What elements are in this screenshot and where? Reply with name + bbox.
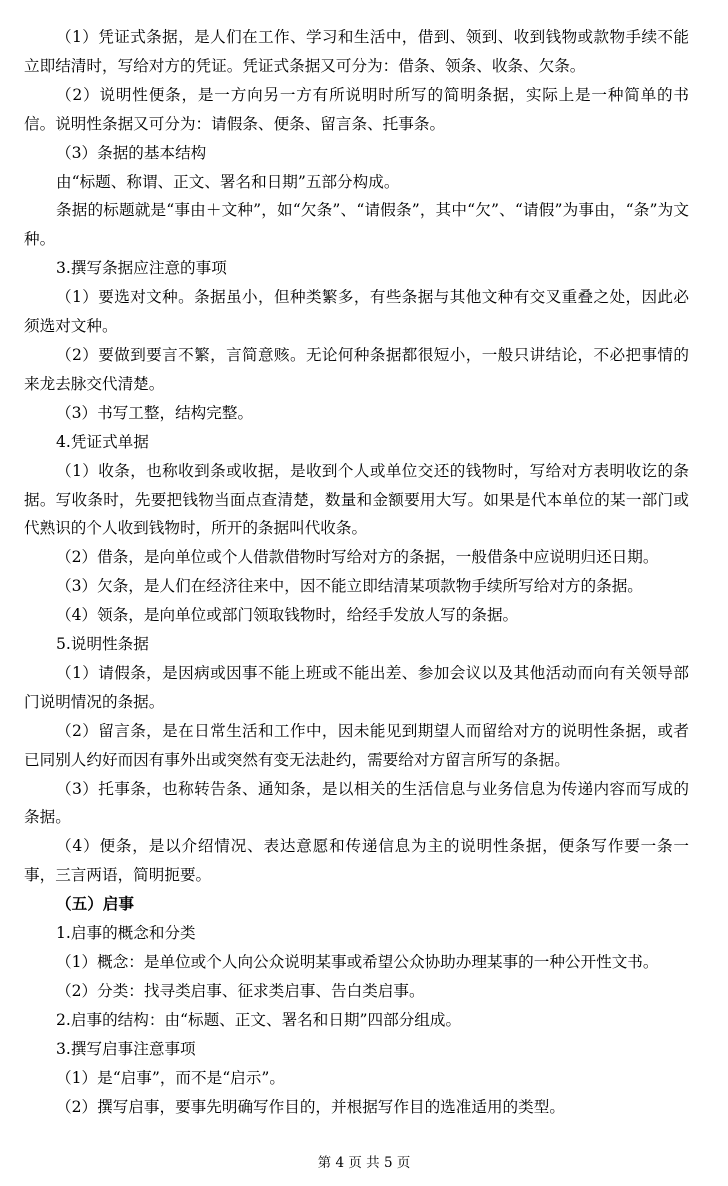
heading-note-precautions: 3.撰写条据应注意的事项 (56, 259, 227, 278)
footer-label-page: 第 (317, 1155, 332, 1171)
paragraph-basic-structure-heading: （3）条据的基本结构 (56, 143, 207, 162)
paragraph-iou-loan: （2）借条，是向单位或个人借款借物时写给对方的条据，一般借条中应说明归还日期。 (56, 548, 659, 567)
footer-total-pages: 5 (383, 1155, 393, 1171)
paragraph-notice-types: （2）分类：找寻类启事、征求类启事、告白类启事。 (56, 981, 425, 1000)
paragraph-choose-genre: （1）要选对文种。条据虽小，但种类繁多，有些条据与其他文种有交叉重叠之处，因此必须选对文种。 (24, 288, 689, 336)
heading-voucher-receipts: 4.凭证式单据 (56, 432, 149, 451)
paragraph-explanatory-note: （2）说明性便条，是一方向另一方有所说明时所写的简明条据，实际上是一种简单的书信。说明性条据又可分为：请假条、便条、留言条、托事条。 (24, 85, 689, 133)
heading-notice-concept: 1.启事的概念和分类 (56, 924, 196, 943)
paragraph-entrust-note: （3）托事条，也称转告条、通知条，是以相关的生活信息与业务信息为传递内容而写成的条据。 (24, 779, 689, 827)
paragraph-notice-spelling: （1）是“启事”，而不是“启示”。 (56, 1068, 285, 1087)
paragraph-basic-structure: 由“标题、称谓、正文、署名和日期”五部分构成。 (56, 172, 400, 191)
heading-notice-precautions: 3.撰写启事注意事项 (56, 1039, 196, 1058)
paragraph-concise: （2）要做到要言不繁，言简意赅。无论何种条据都很短小，一般只讲结论，不必把事情的来龙去脉交代清楚。 (24, 345, 689, 393)
paragraph-notice-purpose: （2）撰写启事，要事先明确写作目的，并根据写作目的选准适用的类型。 (56, 1097, 565, 1116)
paragraph-notice-concept: （1）概念：是单位或个人向公众说明某事或希望公众协助办理某事的一种公开性文书。 (56, 953, 659, 971)
paragraph-receipt: （1）收条，也称收到条或收据，是收到个人或单位交还的钱物时，写给对方表明收讫的条据。写收条时，先要把钱物当面点查清楚，数量和金额要用大写。如果是代本单位的某一部门或代熟识的个人收到钱物时，所开的条据叫代收条。 (24, 461, 689, 538)
paragraph-neat-writing: （3）书写工整，结构完整。 (56, 403, 254, 422)
paragraph-collection-note: （4）领条，是向单位或部门领取钱物时，给经手发放人写的条据。 (56, 606, 519, 625)
footer-label-end: 页 (396, 1155, 411, 1171)
paragraph-notice-structure: 2.启事的结构：由“标题、正文、署名和日期”四部分组成。 (56, 1010, 462, 1029)
page-footer (0, 1153, 728, 1173)
paragraph-memo: （4）便条，是以介绍情况、表达意愿和传递信息为主的说明性条据，便条写作要一条一事，三言两语，简明扼要。 (24, 837, 689, 885)
paragraph-voucher-note: （1）凭证式条据，是人们在工作、学习和生活中，借到、领到、收到钱物或款物手续不能立即结清时，写给对方的凭证。凭证式条据又可分为：借条、领条、收条、欠条。 (24, 28, 689, 75)
paragraph-leave-request: （1）请假条，是因病或因事不能上班或不能出差、参加会议以及其他活动而向有关领导部门说明情况的条据。 (24, 663, 689, 711)
footer-label-mid: 页 共 (348, 1155, 380, 1171)
section-title-notice: （五）启事 (56, 894, 134, 914)
document-body (24, 23, 689, 1121)
heading-explanatory-notes: 5.说明性条据 (56, 635, 149, 654)
paragraph-message-note: （2）留言条，是在日常生活和工作中，因未能见到期望人而留给对方的说明性条据，或者已同别人约好而因有事外出或突然有变无法赴约，需要给对方留言所写的条据。 (24, 721, 689, 769)
paragraph-iou-debt: （3）欠条，是人们在经济往来中，因不能立即结清某项款物手续所写给对方的条据。 (56, 577, 643, 596)
footer-current-page: 4 (335, 1155, 345, 1171)
paragraph-note-title: 条据的标题就是“事由＋文种”，如“欠条”、“请假条”，其中“欠”、“请假”为事由，“条”为文种。 (24, 201, 689, 249)
